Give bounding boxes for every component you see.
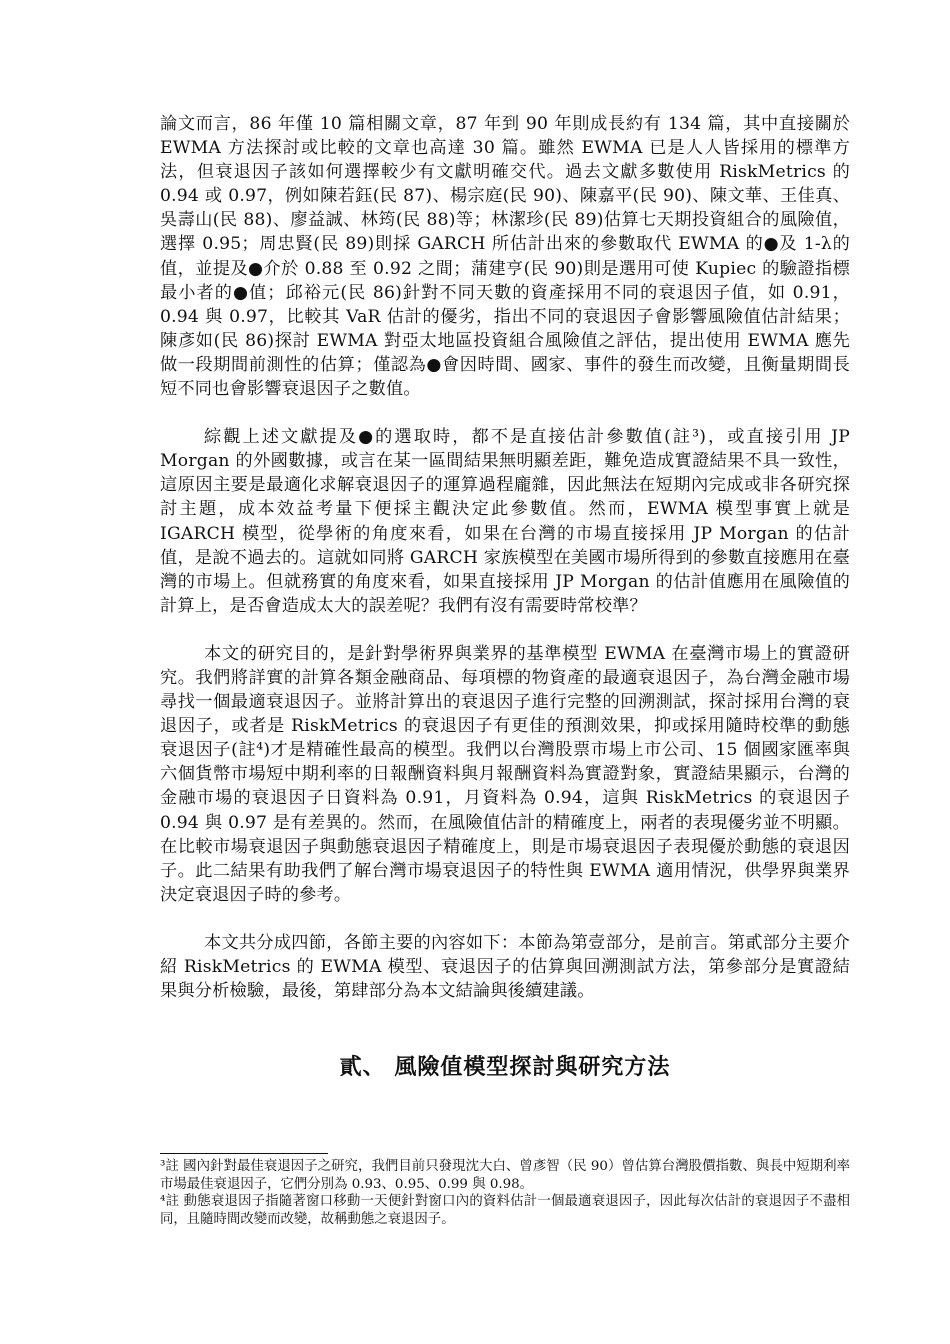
paragraph-decay-factor-selection: 綜觀上述文獻提及●的選取時，都不是直接估計參數值(註³)，或直接引用 JP Morgan 的外國數據，或言在某一區間結果無明顯差距，難免造成實證結果不具一致性，這原因主要是最適化求解衰退因子的運算過程龐雜，因此無法在短期內完成或非各研究探討主題，成本效益考量下便採主觀決定此參數值。然而，EWMA 模型事實上就是 IGARCH 模型，從學術的角度來看，如果在台灣的市場直接採用 JP Morgan 的估計值，是說不過去的。這就如同將 GARCH 家族模型在美國市場所得到的參數直接應用在臺灣的市場上。但就務實的角度來看，如果直接採用 JP Morgan 的估計值應用在風險值的計算上，是否會造成太大的誤差呢？我們有沒有需要時常校準？: [160, 427, 850, 616]
paragraph-research-purpose: 本文的研究目的，是針對學術界與業界的基準模型 EWMA 在臺灣市場上的實證研究。我們將詳實的計算各類金融商品、每項標的物資產的最適衰退因子，為台灣金融市場尋找一個最適衰退因子。並將計算出的衰退因子進行完整的回溯測試，探討採用台灣的衰退因子，或者是 RiskMetrics 的衰退因子有更佳的預測效果，抑或採用隨時校準的動態衰退因子(註⁴)才是精確性最高的模型。我們以台灣股票市場上市公司、15 個國家匯率與六個貨幣市場短中期利率的日報酬資料與月報酬資料為實證對象，實證結果顯示，台灣的金融市場的衰退因子日資料為 0.91，月資料為 0.94，這與 RiskMetrics 的衰退因子 0.94 與 0.97 是有差異的。然而，在風險值估計的精確度上，兩者的表現優劣並不明顯。在比較市場衰退因子與動態衰退因子精確度上，則是市場衰退因子表現優於動態的衰退因子。此二結果有助我們了解台灣市場衰退因子的特性與 EWMA 適用情況，供學界與業界決定衰退因子時的參考。: [160, 643, 850, 905]
section-heading: 貳、 風險值模型探討與研究方法: [339, 1054, 671, 1080]
footnote-4: ⁴註 動態衰退因子指隨著窗口移動一天便針對窗口內的資料估計一個最適衰退因子，因此每次估計的衰退因子不盡相同，且隨時間改變而改變，故稱動態之衰退因子。: [160, 1194, 850, 1227]
body-text: [160, 112, 850, 1027]
footnote-3: ³註 國內針對最佳衰退因子之研究，我們目前只發現沈大白、曾彥智（民 90）曾估算台灣股價指數、與長中短期利率市場最佳衰退因子，它們分別為 0.93、0.95、0.99 與 0.98。: [160, 1159, 850, 1192]
paragraph-literature-review: 論文而言，86 年僅 10 篇相關文章，87 年到 90 年則成長約有 134 篇，其中直接關於 EWMA 方法探討或比較的文章也高達 30 篇。雖然 EWMA 已是人人皆採用的標準方法，但衰退因子該如何選擇較少有文獻明確交代。過去文獻多數使用 RiskMetrics 的 0.94 或 0.97，例如陳若鈺(民 87)、楊宗庭(民 90)、陳嘉平(民 90)、陳文華、王佳真、吳壽山(民 88)、廖益誠、林筠(民 88)等；林潔珍(民 89)估算七天期投資組合的風險值，選擇 0.95；周忠賢(民 89)則採 GARCH 所估計出來的參數取代 EWMA 的●及 1-λ的值，並提及●介於 0.88 至 0.92 之間；蒲建亨(民 90)則是選用可使 Kupiec 的驗證指標最小者的●值；邱裕元(民 86)針對不同天數的資產採用不同的衰退因子值，如 0.91，0.94 與 0.97，比較其 VaR 估計的優劣，指出不同的衰退因子會影響風險值估計結果；陳彥如(民 86)探討 EWMA 對亞太地區投資組合風險值之評估，提出使用 EWMA 應先做一段期間前測性的估算；僅認為●會因時間、國家、事件的發生而改變，且衡量期間長短不同也會影響衰退因子之數值。: [160, 114, 850, 400]
paragraph-paper-structure: 本文共分成四節，各節主要的內容如下：本節為第壹部分，是前言。第貳部分主要介紹 RiskMetrics 的 EWMA 模型、衰退因子的估算與回溯測試方法，第參部分是實證結果與分析檢驗，最後，第肆部分為本文結論與後續建議。: [160, 932, 850, 1002]
footnote-divider: [160, 1153, 328, 1154]
footnotes: [160, 1158, 850, 1228]
